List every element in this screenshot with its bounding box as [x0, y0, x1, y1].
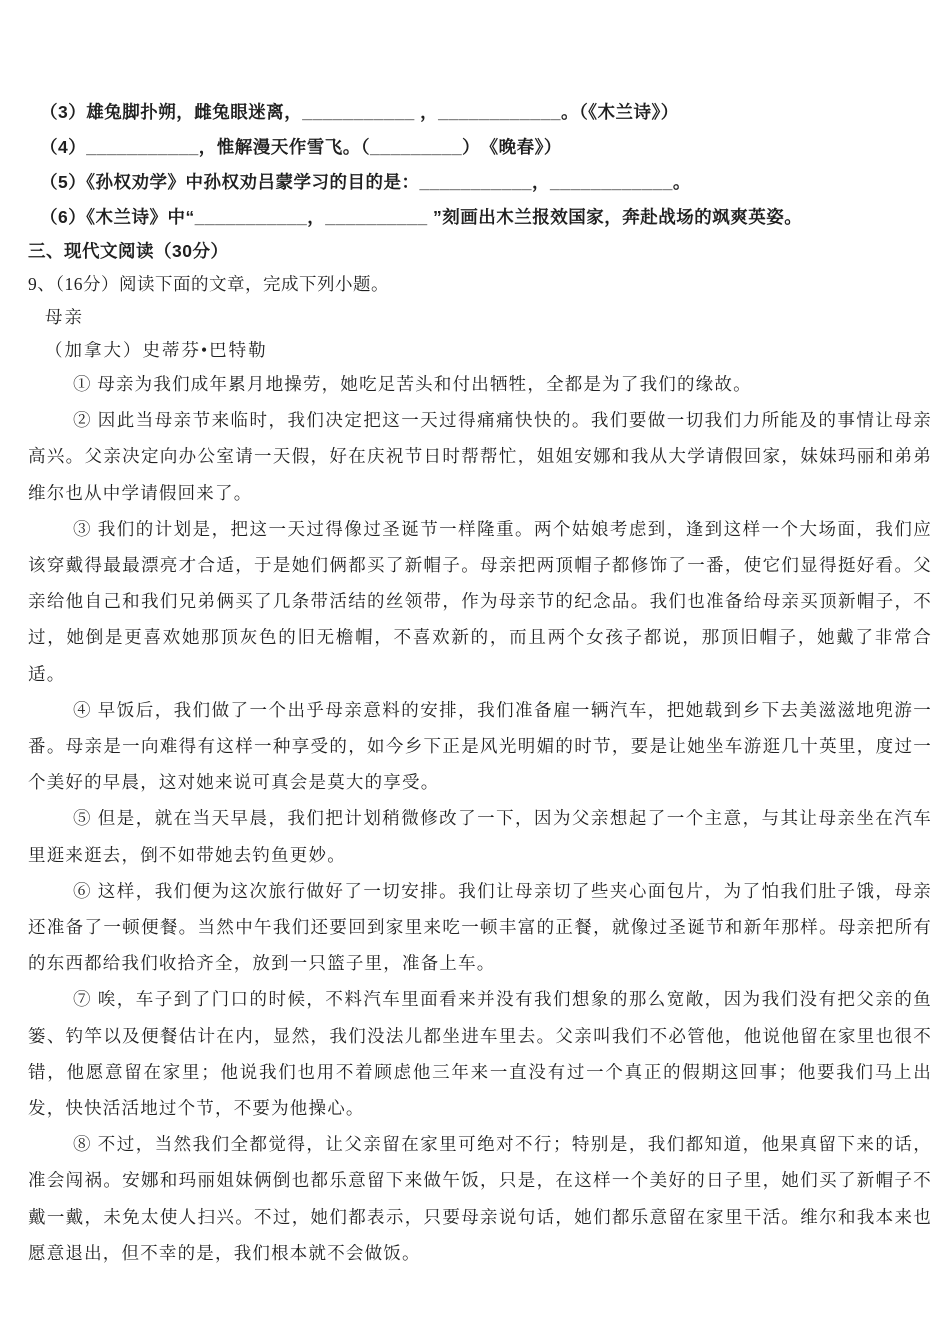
passage-title: 母亲 [45, 307, 84, 327]
reading-passage [28, 301, 932, 1271]
question-5: （5）《孙权劝学》中孙权劝吕蒙学习的目的是：___________，____________。 [40, 172, 691, 192]
passage-author: （加拿大）史蒂芬•巴特勒 [45, 339, 268, 360]
section-header-modern-reading: 三、现代文阅读（30分） [28, 241, 229, 261]
passage-paragraph-3: ③ 我们的计划是，把这一天过得像过圣诞节一样隆重。两个姑娘考虑到，逢到这样一个大场面，我们应该穿戴得最最漂亮才合适，于是她们俩都买了新帽子。母亲把两顶帽子都修饰了一番，使它们显得挺好看。父亲给他自己和我们兄弟俩买了几条带活结的丝领带，作为母亲节的纪念品。我们也准备给母亲买顶新帽子，不过，她倒是更喜欢她那顶灰色的旧无檐帽，不喜欢新的，而且两个女孩子都说，那顶旧帽子，她戴了非常合适。 [28, 518, 932, 684]
question-4: （4）___________，惟解漫天作雪飞。（_________） 《晚春》） [40, 137, 562, 157]
passage-paragraph-5: ⑤ 但是，就在当天早晨，我们把计划稍微修改了一下，因为父亲想起了一个主意，与其让母亲坐在汽车里逛来逛去，倒不如带她去钓鱼更妙。 [28, 808, 932, 865]
passage-paragraph-6: ⑥ 这样，我们便为这次旅行做好了一切安排。我们让母亲切了些夹心面包片，为了怕我们肚子饿，母亲还准备了一顿便餐。当然中午我们还要回到家里来吃一顿丰富的正餐，就像过圣诞节和新年那样。母亲把所有的东西都给我们收拾齐全，放到一只篮子里，准备上车。 [28, 880, 932, 974]
question-6: （6）《木兰诗》中“___________，__________ ”刻画出木兰报效国家，奔赴战场的飒爽英姿。 [40, 207, 803, 227]
passage-paragraph-4: ④ 早饭后，我们做了一个出乎母亲意料的安排，我们准备雇一辆汽车，把她载到乡下去美滋滋地兜游一番。母亲是一向难得有这样一种享受的，如今乡下正是风光明媚的时节，要是让她坐车游逛几十英里，度过一个美好的早晨，这对她来说可真会是莫大的享受。 [28, 699, 932, 793]
question-9-intro: 9、（16分）阅读下面的文章，完成下列小题。 [28, 274, 389, 294]
question-3: （3）雄兔脚扑朔，雌兔眼迷离，___________ ，____________。（《木兰诗》） [40, 102, 679, 122]
passage-paragraph-2: ② 因此当母亲节来临时，我们决定把这一天过得痛痛快快的。我们要做一切我们力所能及的事情让母亲高兴。父亲决定向办公室请一天假，好在庆祝节日时帮帮忙，姐姐安娜和我从大学请假回家，妹妹玛丽和弟弟维尔也从中学请假回来了。 [28, 410, 932, 503]
fill-in-questions-section [28, 95, 932, 235]
passage-paragraph-7: ⑦ 唉，车子到了门口的时候，不料汽车里面看来并没有我们想象的那么宽敞，因为我们没有把父亲的鱼篓、钓竿以及便餐估计在内，显然，我们没法儿都坐进车里去。父亲叫我们不必管他，他说他留在家里也很不错，他愿意留在家里；他说我们也用不着顾虑他三年来一直没有过一个真正的假期这回事；他要我们马上出发，快快活活地过个节，不要为他操心。 [28, 989, 932, 1119]
passage-paragraph-8: ⑧ 不过，当然我们全都觉得，让父亲留在家里可绝对不行；特别是，我们都知道，他果真留下来的话，准会闯祸。安娜和玛丽姐妹俩倒也都乐意留下来做午饭，只是，在这样一个美好的日子里，她们买了新帽子不戴一戴，未免太使人扫兴。不过，她们都表示，只要母亲说句话，她们都乐意留在家里干活。维尔和我本来也愿意退出，但不幸的是，我们根本就不会做饭。 [28, 1134, 932, 1263]
passage-paragraph-1: ① 母亲为我们成年累月地操劳，她吃足苦头和付出牺牲，全都是为了我们的缘故。 [73, 374, 752, 394]
